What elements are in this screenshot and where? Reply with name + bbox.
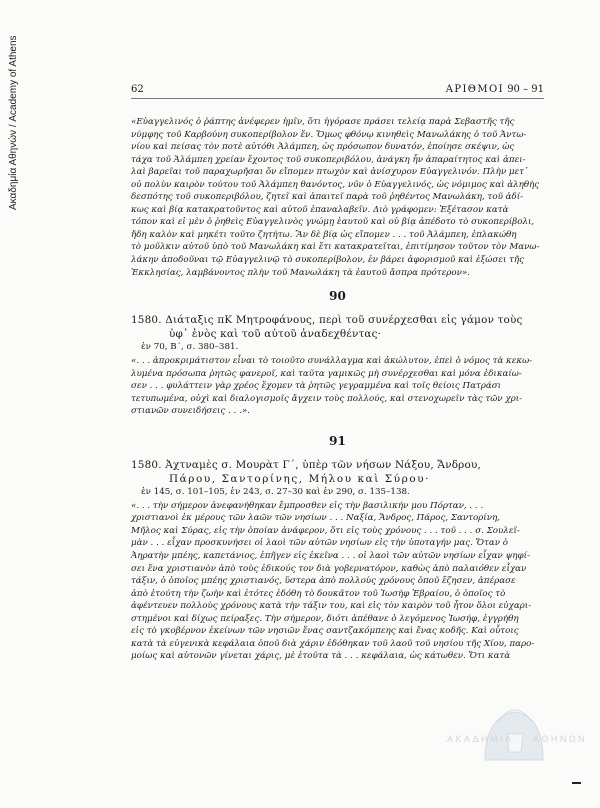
text-line: χριστιανοὶ ἐκ μέρους τῶν λαῶν τῶν νησίων . . . Ναξία, Ἄνδρος, Πάρος, Σαντορίνη,: [131, 513, 500, 524]
heading-line: 1580. Ἀχτναμὲς σ. Μουρὰτ Γ´, ὑπὲρ τῶν νήσων Νάξου, Ἄνδρου,: [131, 458, 481, 471]
text-line: στιανῶν συνειδήσεις . . .».: [131, 406, 250, 417]
document-90-heading: [131, 313, 544, 341]
archive-side-label: Ακαδημία Αθηνών / Academy of Athens: [8, 35, 19, 210]
text-line: «. . . ἀπροκριμάτιστον εἶναι τὸ τοιοῦτο συνάλλαγμα καὶ ἀκώλυτον, ἐπεὶ ὁ νόμος τὰ κεκω-: [131, 356, 533, 367]
text-line: λάκην ἀποδοῦναι τῷ Εὐαγγελινῷ τὸ συκοπερίβολον, ἐν βάρει ἀφορισμοῦ καὶ ἐξώσει τῆς: [131, 255, 524, 266]
text-line: κατὰ τὰ εὐγενικὰ κεφάλαια ὁποῦ διὰ χάριν ἐδόθηκαν τοῦ λαοῦ τοῦ νησίου τῆς Χίου, παρο-: [131, 638, 535, 649]
watermark-text-left: ΑΚΑΔΗΜΙΑ: [447, 734, 514, 744]
text-line: ἤδη καλὸν καὶ μηκέτι τοῦτο ζητήτω. Ἂν δὲ βίᾳ ὡς εἴπομεν . . . τοῦ Ἀλάμπεη, ἐπλακώθη: [131, 229, 517, 240]
text-line: εἰς τὸ γκοβέρνον ἐκείνων τῶν νησιῶν ἕνας σαντζακόμπεης καὶ ἕνας κοδῆς. Καὶ οὗτοις: [131, 626, 519, 637]
text-line: ἀπὸ ἐτούτη τὴν ζωὴν καὶ ἐτότες ἐδόθη τὸ δουκᾶτον τοῦ Ἰωσὴφ Ἑβραίου, ὁ ὁποῖος τὸ: [131, 588, 506, 599]
text-line: «Εὐαγγελινός ὁ ῥάπτης ἀνέφερεν ἡμῖν, ὅτι ἠγόρασε πράσει τελείᾳ παρὰ Σεβαστῆς τῆς: [131, 117, 515, 127]
text-line: ἀφέντευεν πολλοὺς χρόνους κατὰ τὴν τάξιν του, καὶ εἰς τὸν καιρὸν τοῦ ἦτον ὅλοι εὐχαρι-: [131, 601, 532, 612]
text-line: τάχα τοῦ Ἀλάμπεη χρείαν ἔχοντος τοῦ συκοπεριβόλου, ἀνάγκη ἦν ἀπαραίτητος καὶ ἀπει-: [131, 154, 526, 165]
previous-document-ending: [131, 116, 544, 279]
running-title: ΑΡΙΘΜΟΙ: [445, 84, 504, 95]
text-line: «. . . τὴν σήμερον ἀνεφανήθηκαν ἔμπροσθεν εἰς τὴν βασιλικήν μου Πόρταν, . . .: [131, 500, 484, 511]
page-body: [131, 116, 544, 663]
text-line: Ἀηρατὴν μπέης, καπετάνιος, ἐπῆγεν εἰς ἐκεῖνα . . . οἱ λαοὶ τῶν αὐτῶν νησίων εἶχαν ψηφί-: [131, 551, 530, 562]
text-line: νίου καὶ πείσας τὸν ποτὲ αὐτόθι Ἀλάμπεη, ὡς πρόσωπον δυνατόν, ἐποίησε σκέψιν, ὡς: [131, 142, 515, 153]
text-line: Ἐκκλησίας, λαμβάνοντος πλὴν τοῦ Μανωλάκη τὰ ἑαυτοῦ ἄσπρα πρότερον».: [131, 267, 470, 278]
document-91-text: [131, 500, 544, 663]
text-line: τάξιν, ὁ ὁποῖος μπέης χριστιανός, ὕστερα ἀπὸ πολλοὺς χρόνους ὁποῦ ἔζησεν, ἀπέρασε: [131, 576, 516, 587]
text-line: μὰν . . . εἶχαν προσκυνήσει οἱ λαοὶ τῶν αὐτῶν νησίων εἰς τὴν ὑποταγήν μας. Ὅταν ὁ: [131, 538, 509, 549]
text-line: τόπον καὶ εἰ μὲν ὁ ῥηθεὶς Εὐαγγελινὸς γνώμῃ ἑαυτοῦ καὶ οὐ βίᾳ ἀπέδοτο τὸ συκοπερίβολι,: [131, 217, 535, 228]
text-line: δεσπότης τοῦ συκοπεριβόλου, ζητεῖ καὶ ἀπαιτεῖ παρὰ τοῦ ῥηθέντος Μανωλάκη, τοῦ ἀδί-: [131, 192, 524, 203]
document-90-text: [131, 355, 544, 418]
text-line: κως καὶ βίᾳ κατακρατοῦντος καὶ αὐτοῦ ἐπαναλαβεῖν. Διὸ γράφομεν: Ἐξέτασον κατὰ: [131, 204, 509, 215]
text-line: σεν . . . φυλάττειν γὰρ χρέος ἔχομεν τὰ ῥητῶς γεγραμμένα καὶ τοῖς θείοις Πατράσι: [131, 381, 502, 392]
document-91-reference: ἐν 145, σ. 101–105, ἐν 243, σ. 27–30 καὶ ἐν 290, σ. 135–138.: [141, 486, 410, 497]
academy-watermark: [415, 700, 590, 772]
text-line: τετυπωμένα, οὐχὶ καὶ διαλογισμοῖς ἄγχειν τοὺς πολλούς, καὶ στενοχωρεῖν τὰς τῶν χρι-: [131, 393, 523, 404]
text-line: νύμφης τοῦ Καρβούνη συκοπερίβολον ἕν. Ὅμως φθόνῳ κινηθεὶς Μανωλάκης ὁ τοῦ Ἀντω-: [131, 129, 527, 140]
text-line: τὸ μοῦλκιν αὐτοῦ ὑπὸ τοῦ Μανωλάκη καὶ ἔτι κατακρατεῖται, ἐπιτίμησον τοῦτον τὸν Μανω-: [131, 242, 540, 253]
text-line: λυμένα πρόσωπα ῥητῶς φανεροῖ, καὶ ταῦτα γαμικῶς μὴ συνέρχεσθαι καὶ μόνα ἐδικαίω-: [131, 368, 522, 379]
text-line: μοίως καὶ αὐτονῶν γίνεται χάρις, μὲ ἐτοῦτα τὰ . . . κεφάλαια, ὡς κάτωθεν. Ὅτι κατὰ: [131, 651, 511, 662]
heading-line: ὑφ᾽ ἑνὸς καὶ τοῦ αὐτοῦ ἀναδεχθέντας·: [169, 328, 382, 341]
text-line: στημένοι καὶ δίχως πείραξες. Τὴν σήμερον, διότι ἀπέθανε ὁ λεγόμενος Ἰωσήφ, ἐγγρήθη: [131, 613, 519, 624]
document-number-90: 90: [329, 289, 346, 304]
heading-line: Πάρου, Σαντορίνης, Μήλου καὶ Σύρου·: [169, 472, 431, 485]
heading-line: 1580. Διάταξις πΚ Μητροφάνους, περὶ τοῦ συνέρχεσθαι εἰς γάμον τοὺς: [131, 314, 523, 327]
document-range: 90 – 91: [507, 84, 544, 95]
page-number: 62: [131, 84, 144, 95]
document-number-91: 91: [329, 433, 346, 448]
text-line: οὐ πολὺν καιρὸν τούτου τοῦ Ἀλάμπεη θανόντος, νῦν ὁ Εὐαγγελινός, ὡς νόμιμος καὶ ἀληθὴς: [131, 179, 540, 190]
text-line: σει ἕνα χριστιανὸν ἀπὸ τοὺς ἐδικούς τον διὰ γοβερνατόρον, καθὼς ἀπὸ παλαιόθεν εἶχαν: [131, 563, 527, 574]
document-90-reference: ἐν 70, Β´, σ. 380–381.: [141, 342, 239, 353]
page-header: [131, 84, 544, 99]
text-line: Μῆλος καὶ Σύρας, εἰς τὴν ὁποίαν ἀνάφερον, ὅτι εἰς τοὺς χρόνους . . . τοῦ . . . σ. Σουλεϊ-: [131, 525, 520, 536]
document-91-heading: [131, 458, 544, 486]
text-line: λαὶ βαρεῖαι τοῦ παραχωρῆσαι ὅν εἴπομεν πτωχὸν καὶ ἀνίσχυρον Εὐαγγελινόν. Πλὴν μετ᾽: [131, 167, 529, 178]
page-mark: [572, 782, 581, 784]
watermark-text-right: ΑΘΗΝΩΝ: [533, 734, 588, 744]
